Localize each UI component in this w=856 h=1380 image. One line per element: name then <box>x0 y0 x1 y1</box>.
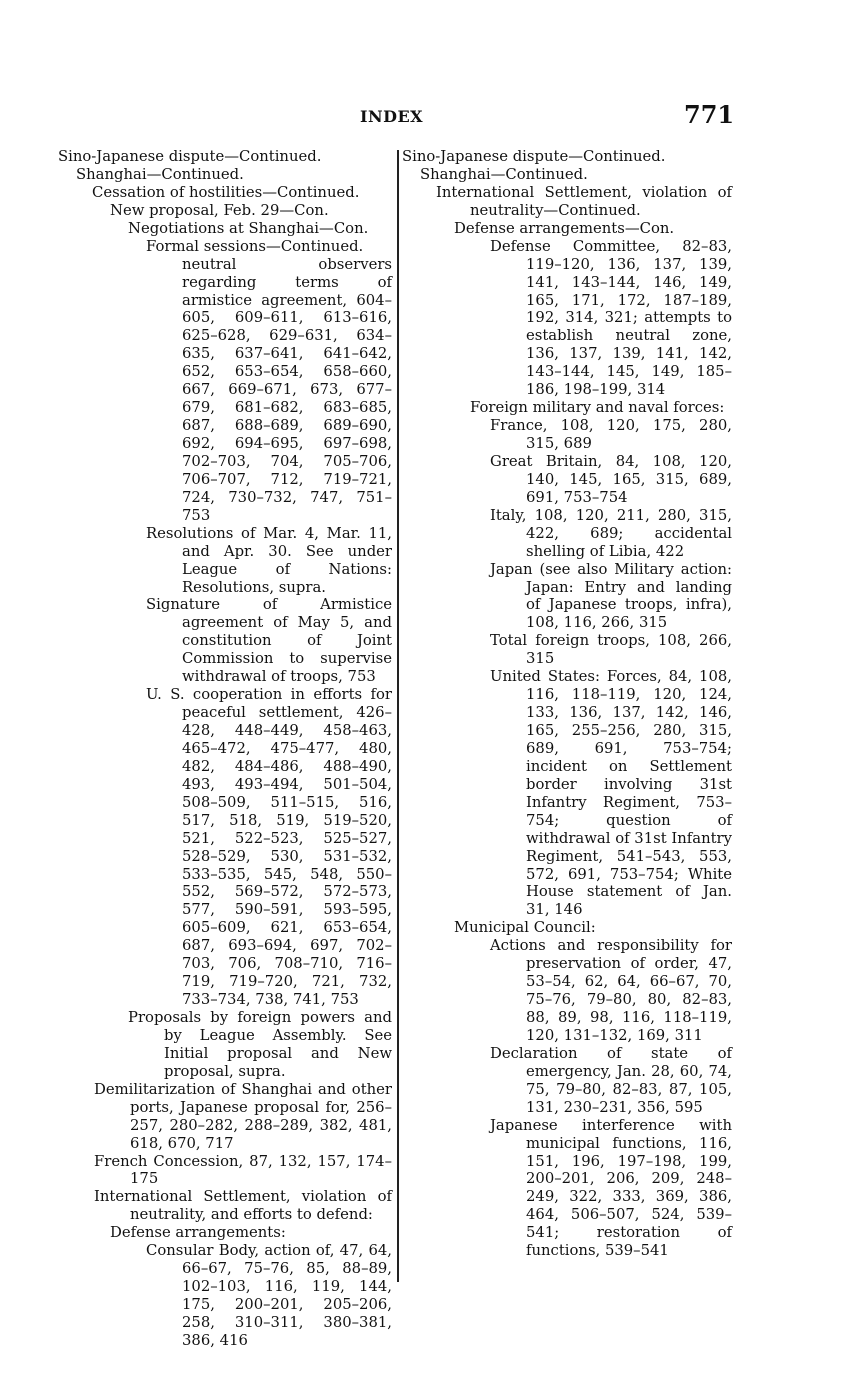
index-entry: Declaration of state of emergency, Jan. 28, 60, 74, 75, 79–80, 82–83, 87, 105, 131, 230–231, 356, 595 <box>490 1044 732 1116</box>
index-entry: Foreign military and naval forces: <box>470 399 725 417</box>
index-entry: Great Britain, 84, 108, 120, 140, 145, 165, 315, 689, 691, 753–754 <box>490 452 732 506</box>
index-entry: France, 108, 120, 175, 280, 315, 689 <box>490 417 732 452</box>
index-entry: U. S. cooperation in efforts for peaceful settlement, 426–428, 448–449, 458–463, 465–472, 475–477, 480, 482, 484–486, 488–490, 493, 493–494, 501–504, 508–509, 511–515, 516, 517, 518, 519, 519–520, 521, 522–523, 525–527, 528–529, 530, 531–532, 533–535, 545, 548, 550–552, 569–572, 572–573, 577, 590–591, 593–595, 605–609, 621, 653–654, 687, 693–694, 697, 702–703, 706, 708–710, 716–719, 719–720, 721, 732, 733–734, 738, 741, 753 <box>146 686 392 1009</box>
index-entry: Defense arrangements—Con. <box>454 219 675 237</box>
index-column-right <box>402 148 732 1260</box>
index-entry: neutral observers regarding terms of armistice agreement, 604–605, 609–611, 613–616, 625–628, 629–631, 634–635, 637–641, 641–642, 652, 653–654, 658–660, 667, 669–671, 673, 677–679, 681–682, 683–685, 687, 688–689, 689–690, 692, 694–695, 697–698, 702–703, 704, 705–706, 706–707, 712, 719–721, 724, 730–732, 747, 751–753 <box>182 255 392 524</box>
index-entry: Shanghai—Continued. <box>76 165 244 183</box>
index-entry: French Concession, 87, 132, 157, 174–175 <box>94 1152 392 1188</box>
index-entry: Consular Body, action of, 47, 64, 66–67, 75–76, 85, 88–89, 102–103, 116, 119, 144, 175, 200–201, 205–206, 258, 310–311, 380–381, 386, 416 <box>146 1242 392 1349</box>
column-divider <box>397 150 399 1282</box>
index-entry: Resolutions of Mar. 4, Mar. 11, and Apr. 30. See under League of Nations: Resolutions, supra. <box>146 524 392 596</box>
index-entry: New proposal, Feb. 29—Con. <box>110 201 329 219</box>
running-title: INDEX <box>360 107 424 126</box>
index-entry: Sino-Japanese dispute—Continued. <box>58 148 322 165</box>
index-entry: Italy, 108, 120, 211, 280, 315, 422, 689; accidental shelling of Libia, 422 <box>490 506 732 560</box>
index-entry: Japan (see also Military action: Japan: Entry and landing of Japanese troops, infra), 108, 116, 266, 315 <box>490 560 732 632</box>
index-entry: Shanghai—Continued. <box>420 165 588 183</box>
index-entry: Defense Committee, 82–83, 119–120, 136, 137, 139, 141, 143–144, 146, 149, 165, 171, 172, 187–189, 192, 314, 321; attempts to establish neutral zone, 136, 137, 139, 141, 142, 143–144, 145, 149, 185–186, 198–199, 314 <box>490 237 732 399</box>
index-entry: United States: Forces, 84, 108, 116, 118–119, 120, 124, 133, 136, 137, 142, 146, 165, 255–256, 280, 315, 689, 691, 753–754; incident on Settlement border involving 31st Infantry Regiment, 753–754; question of withdrawal of 31st Infantry Regiment, 541–543, 553, 572, 691, 753–754; White House statement of Jan. 31, 146 <box>490 668 732 919</box>
index-entry: Sino-Japanese dispute—Continued. <box>402 148 666 165</box>
index-entry: Cessation of hostilities—Continued. <box>92 183 360 201</box>
page-number: 771 <box>684 100 735 129</box>
index-entry: Demilitarization of Shanghai and other ports, Japanese proposal for, 256–257, 280–282, 288–289, 382, 481, 618, 670, 717 <box>94 1080 392 1152</box>
index-column-left <box>58 148 392 1350</box>
index-entry: Total foreign troops, 108, 266, 315 <box>490 632 732 668</box>
index-entry: International Settlement, violation of neutrality, and efforts to defend: <box>94 1188 392 1224</box>
index-entry: Japanese interference with municipal functions, 116, 151, 196, 197–198, 199, 200–201, 206, 209, 248–249, 322, 333, 369, 386, 464, 506–507, 524, 539–541; restoration of functions, 539–541 <box>490 1116 732 1260</box>
index-entry: Negotiations at Shanghai—Con. <box>128 219 369 237</box>
index-entry: Formal sessions—Continued. <box>146 237 364 255</box>
index-entry: Proposals by foreign powers and by League Assembly. See Initial proposal and New proposal, supra. <box>128 1009 392 1080</box>
index-entry: Municipal Council: <box>454 919 596 937</box>
index-entry: International Settlement, violation of neutrality—Continued. <box>436 183 732 219</box>
index-entry: Actions and responsibility for preservation of order, 47, 53–54, 62, 64, 66–67, 70, 75–76, 79–80, 80, 82–83, 88, 89, 98, 116, 118–119, 120, 131–132, 169, 311 <box>490 937 732 1044</box>
index-entry: Signature of Armistice agreement of May 5, and constitution of Joint Commission to supervise withdrawal of troops, 753 <box>146 596 392 686</box>
index-entry: Defense arrangements: <box>110 1224 286 1242</box>
